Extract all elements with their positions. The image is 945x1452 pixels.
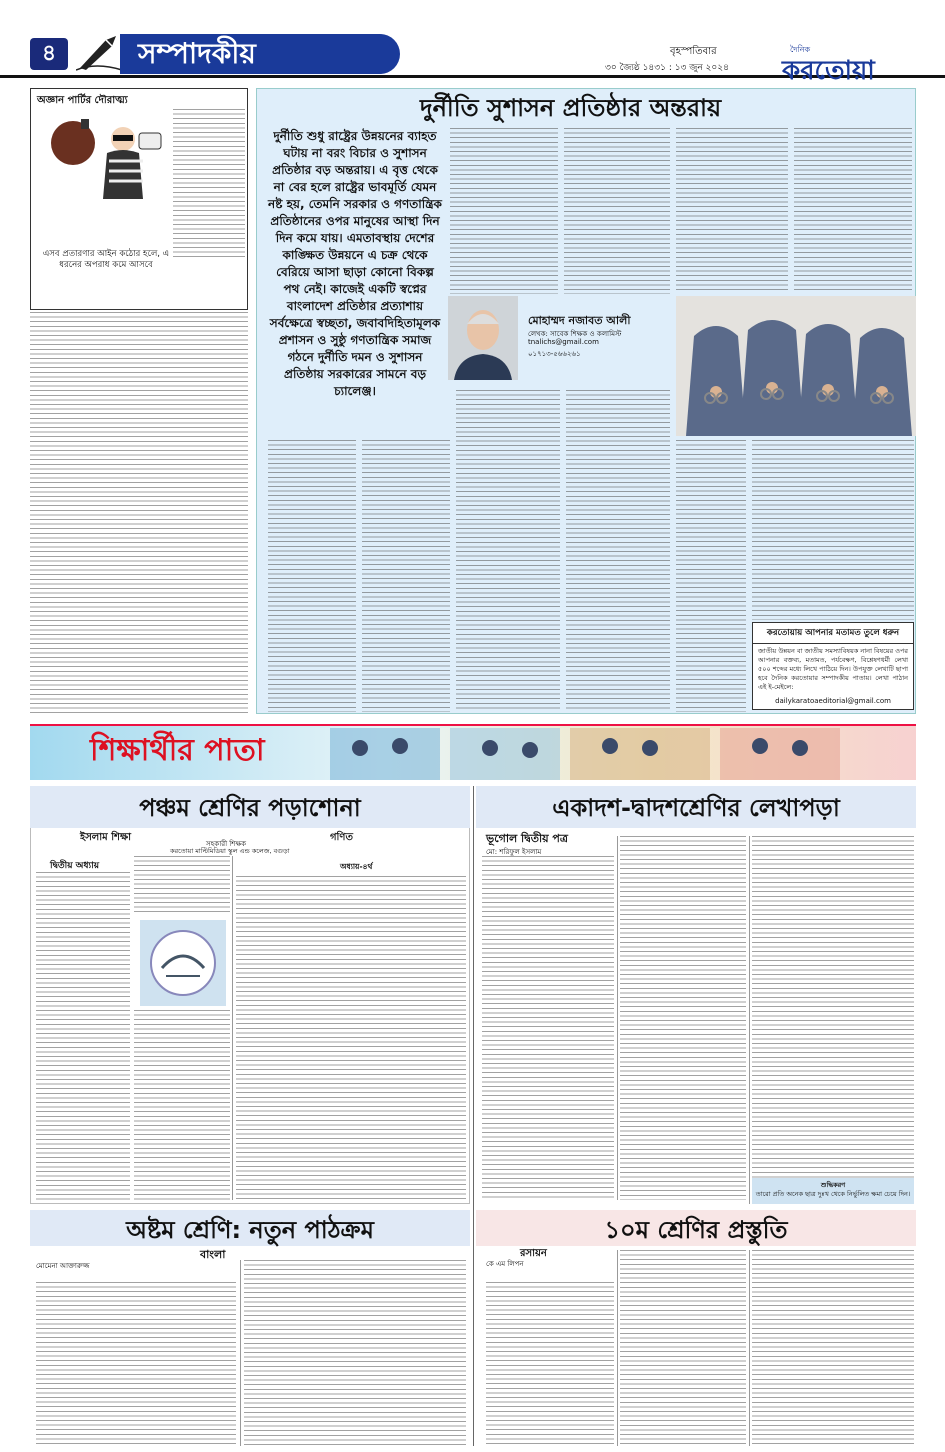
class5-teacher-role: সহকারী শিক্ষক xyxy=(206,840,247,848)
section-title: সম্পাদকীয় xyxy=(120,34,400,74)
class5-math-questions xyxy=(236,876,466,1200)
class11-questions-col2 xyxy=(620,836,746,1200)
editorial-column-4b xyxy=(566,390,670,712)
editorial-column-3b xyxy=(456,390,560,712)
class11-column-rule-1 xyxy=(617,836,618,1200)
editorial-column-3a xyxy=(676,128,788,292)
feedback-email-link[interactable]: dailykaratoaeditorial@gmail.com xyxy=(775,697,891,705)
class10-column-rule-2 xyxy=(749,1250,750,1446)
class11-column-rule-2 xyxy=(749,836,750,1204)
class11-questions-col1 xyxy=(482,856,614,1200)
thief-cartoon-illustration xyxy=(41,109,171,209)
editorial-column-2a xyxy=(564,128,670,294)
class10-questions-col1 xyxy=(486,1282,614,1446)
student-section-banner xyxy=(30,724,916,780)
student-section-title: শিক্ষার্থীর পাতা xyxy=(90,733,265,768)
islamic-calligraphy-image xyxy=(140,920,226,1006)
page-number: ৪ xyxy=(30,38,68,70)
editorial-column-6b xyxy=(752,440,914,620)
class5-subject-math: গণিত xyxy=(330,832,353,843)
handcuffed-hands-illustration xyxy=(676,296,916,436)
editorial-column-1a xyxy=(450,128,558,294)
class5-chapter-math: অধ্যায়-৪র্থ xyxy=(340,862,373,871)
class5-islam-questions xyxy=(36,872,130,1200)
class5-teacher-school: করতোয়া মাল্টিমিডিয়া স্কুল এন্ড কলেজ, বগুড়া xyxy=(170,847,290,855)
author-name: মোহাম্মদ নজাবত আলী xyxy=(528,314,631,327)
masthead-prefix: দৈনিক xyxy=(790,45,811,54)
editorial-headline: দুর্নীতি সুশাসন প্রতিষ্ঠার অন্তরায় xyxy=(420,94,722,122)
class8-subject: বাংলা xyxy=(200,1248,226,1261)
class10-column-rule-1 xyxy=(617,1250,618,1446)
issue-day: বৃহস্পতিবার xyxy=(670,46,717,57)
class10-questions-col2 xyxy=(620,1250,746,1446)
author-role: লেখক: সাবেক শিক্ষক ও কলামিস্ট xyxy=(528,330,622,338)
class5-column-rule xyxy=(232,856,233,1200)
class5-title: পঞ্চম শ্রেণির পড়াশোনা xyxy=(139,794,361,822)
class11-subject: ভূগোল দ্বিতীয় পত্র xyxy=(486,832,568,845)
cartoon-panel xyxy=(30,88,248,310)
author-email: tnalichs@gmail.com xyxy=(528,338,599,346)
class5-middle-questions-top xyxy=(134,856,230,916)
class11-note-text: তারো প্রতি অনেক ছাত্র দুঃখ থেকে নির্ভুলিত ক্ষমা চেয়ে দিন। xyxy=(755,1190,911,1198)
feedback-box xyxy=(752,622,914,710)
issue-date: ৩০ জ্যৈষ্ঠ ১৪৩১ : ১৩ জুন ২০২৪ xyxy=(605,63,729,73)
editorial-column-1b xyxy=(268,440,356,712)
class11-teacher: মো: শরিফুল ইসলাম xyxy=(486,848,542,856)
fountain-pen-icon xyxy=(76,32,126,72)
class8-questions-col2 xyxy=(244,1260,466,1446)
class5-middle-questions-bottom xyxy=(134,1010,230,1200)
left-article-body xyxy=(30,312,248,714)
class10-subject: রসায়ন xyxy=(520,1248,547,1259)
class11-title: একাদশ-দ্বাদশশ্রেণির লেখাপড়া xyxy=(552,794,840,822)
class10-teacher: কে এম লিপন xyxy=(486,1260,524,1268)
class8-questions-col1 xyxy=(36,1282,236,1446)
bottom-section-center-rule xyxy=(473,786,474,1446)
class10-questions-col3 xyxy=(752,1250,914,1446)
editorial-column-2b xyxy=(362,440,450,712)
feedback-text: জাতীয় উন্নয়ন বা জাতীয় সমস্যাবিষয়ক নানা বিষয়ের ওপর আপনার বক্তব্য, মতামত, পর্যবেক্ষণ, বিশ্লেষণধর্মী লেখা ৫০০ শব্দের মধ্যে লিখে পাঠিয়ে দিন। উপযুক্ত লেখাটি ছাপা হবে দৈনিক করতোয়ার সম্পাদকীয় পাতায়। লেখা পাঠান এই ই-মেইলে: xyxy=(758,647,908,691)
class10-title: ১০ম শ্রেণির প্রস্তুতি xyxy=(604,1216,788,1244)
class5-chapter-islam: দ্বিতীয় অধ্যায় xyxy=(50,861,100,871)
editorial-column-4a xyxy=(794,128,912,292)
class11-answer-note xyxy=(752,1178,914,1204)
editorial-column-5b xyxy=(676,440,746,712)
feedback-title: করতোয়ায় আপনার মতামত তুলে ধরুন xyxy=(753,623,913,644)
students-photo-strip xyxy=(330,728,890,780)
author-phone: ০১৭১৩-৫৬৬২৬১ xyxy=(528,350,581,358)
class8-title: অষ্টম শ্রেণি: নতুন পাঠক্রম xyxy=(126,1216,374,1244)
class8-column-rule xyxy=(240,1260,241,1446)
class5-subject-islam: ইসলাম শিক্ষা xyxy=(80,832,131,843)
cartoon-title: অজ্ঞান পার্টির দৌরাত্ম্য xyxy=(37,95,128,106)
author-photo xyxy=(448,296,518,380)
class8-teacher: মোমেনা আক্তারুজ্জ xyxy=(36,1262,90,1270)
cartoon-caption: এসব প্রতারণার আইন কঠোর হলে, এ ধরনের অপরাধ কমে আসবে xyxy=(42,249,170,270)
editorial-pull-quote: দুর্নীতি শুধু রাষ্ট্রের উন্নয়নের ব্যাহত ঘটায় না বরং বিচার ও সুশাসন প্রতিষ্ঠার বড় অন্তরায়। এ বৃত্ত থেকে না বের হলে রাষ্ট্রের ভাবমূর্তি যেমন নষ্ট হয়, তেমনি সরকার ও গণতান্ত্রিক প্রতিষ্ঠানের ওপর মানুষের আস্থা দিন দিন কমে যায়। এমতাবস্থায় দেশের কাঙ্ক্ষিত উন্নয়নে এ চক্র থেকে বেরিয়ে আসা ছাড়া কোনো বিকল্প পথ নেই। কাজেই একটি স্বপ্নের বাংলাদেশ প্রতিষ্ঠার প্রত্যাশায় সর্বক্ষেত্রে স্বচ্ছতা, জবাবদিহিতামূলক প্রশাসন ও সুষ্ঠু গণতান্ত্রিক সমাজ গঠনে দুর্নীতি দমন ও সুশাসন প্রতিষ্ঠায় সরকারের সামনে বড় চ্যালেঞ্জ। xyxy=(268,129,442,398)
class11-questions-col3 xyxy=(752,836,914,1178)
class11-note-title: শুদ্ধিকরণ xyxy=(820,1181,846,1189)
cartoon-body-text xyxy=(173,109,245,259)
newspaper-masthead: করতোয়া xyxy=(782,56,875,86)
